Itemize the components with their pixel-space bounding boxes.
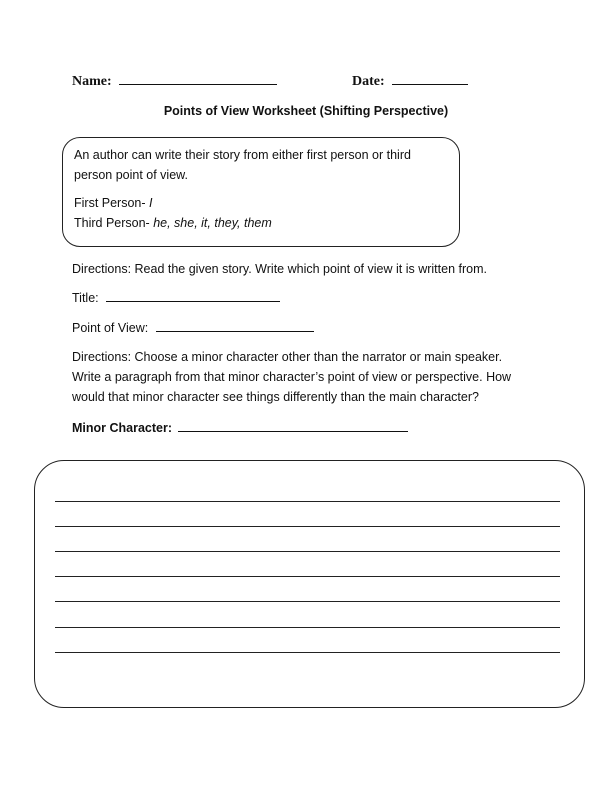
title-label: Title: [72, 291, 99, 305]
name-input-line[interactable] [119, 72, 277, 85]
writing-line[interactable] [55, 551, 560, 552]
writing-line[interactable] [55, 576, 560, 577]
writing-line[interactable] [55, 526, 560, 527]
title-field [72, 288, 280, 308]
third-person-definition [74, 213, 272, 233]
minor-character-input-line[interactable] [178, 419, 408, 432]
intro-line-2: person point of view. [74, 168, 188, 182]
minor-character-label: Minor Character: [72, 421, 173, 435]
directions-1: Directions: Read the given story. Write which point of view it is written from. [72, 262, 487, 276]
date-label: Date: [352, 74, 385, 89]
minor-character-field [72, 418, 408, 438]
directions-2-line-3: would that minor character see things differently than the main character? [72, 390, 479, 404]
writing-line[interactable] [55, 627, 560, 628]
writing-line[interactable] [55, 501, 560, 502]
paragraph-writing-box[interactable] [34, 460, 585, 708]
name-label: Name: [72, 74, 112, 89]
name-field [72, 72, 277, 90]
third-person-pronouns: he, she, it, they, them [153, 216, 272, 230]
date-field [352, 72, 468, 90]
writing-line[interactable] [55, 652, 560, 653]
first-person-definition [74, 193, 153, 213]
third-person-label: Third Person- [74, 216, 154, 230]
point-of-view-input-line[interactable] [156, 319, 314, 332]
writing-line[interactable] [55, 601, 560, 602]
intro-line-1: An author can write their story from either first person or third [74, 148, 411, 162]
directions-2-line-2: Write a paragraph from that minor character’s point of view or perspective. How [72, 370, 512, 384]
point-of-view-field [72, 318, 314, 338]
worksheet-title: Points of View Worksheet (Shifting Perspective) [163, 104, 449, 118]
title-input-line[interactable] [106, 289, 280, 302]
first-person-pronoun: I [149, 196, 153, 210]
point-of-view-label: Point of View: [72, 321, 149, 335]
directions-2-line-1: Directions: Choose a minor character other than the narrator or main speaker. [72, 350, 503, 364]
date-input-line[interactable] [392, 72, 468, 85]
first-person-label: First Person- [74, 196, 150, 210]
